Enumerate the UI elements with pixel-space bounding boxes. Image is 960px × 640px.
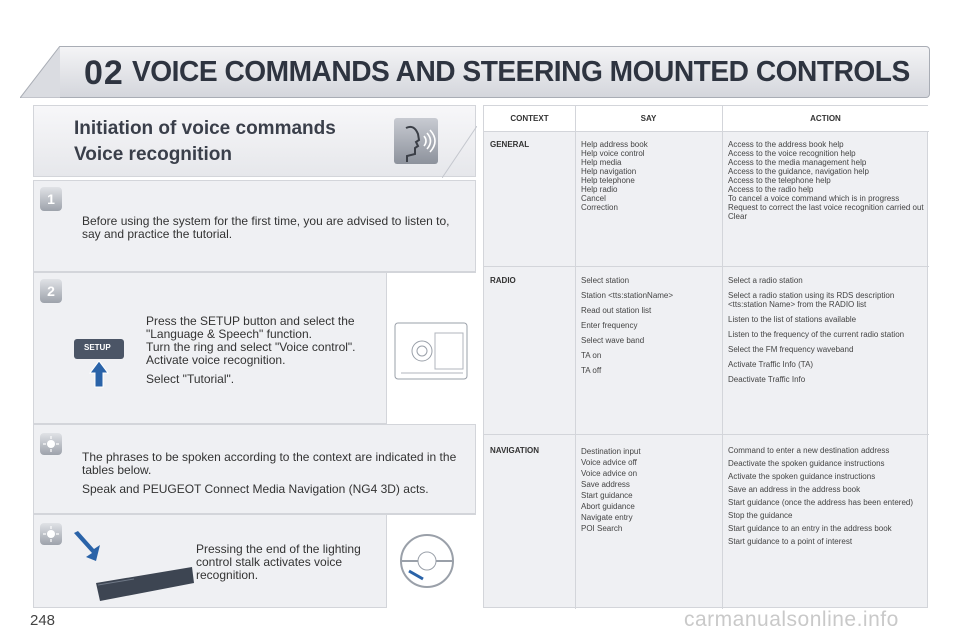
step-1-box (33, 180, 476, 272)
step-2-box (33, 272, 476, 424)
general-action-cell (728, 140, 924, 221)
radio-action-1: Select a radio station (728, 276, 803, 285)
instructions-column (33, 105, 476, 608)
navigation-say-list: Destination input Voice advice off Voice advice on Save address Start guidance Abort guidance Navigate entry POI Search (581, 447, 641, 533)
tip-2-lightbulb-icon (40, 523, 62, 545)
tip-1-box (33, 424, 476, 514)
header-context: CONTEXT (484, 106, 575, 132)
navigation-action-2: Deactivate the spoken guidance instructions (728, 459, 885, 468)
setup-button-label: SETUP (84, 343, 111, 352)
radio-action-7: Deactivate Traffic Info (728, 375, 806, 384)
step-2-text (146, 315, 384, 386)
chapter-number: 02 (84, 54, 124, 92)
voice-recognition-icon (394, 118, 438, 164)
step-2-badge: 2 (40, 279, 62, 303)
steering-wheel-illustration (386, 515, 476, 608)
navigation-action-cell (728, 446, 924, 550)
chapter-title: VOICE COMMANDS AND STEERING MOUNTED CONTROLS (132, 56, 910, 88)
table-row-context: NAVIGATION (490, 446, 540, 455)
head-unit-illustration (386, 273, 476, 424)
tip-1-text (82, 451, 467, 502)
step-1-badge: 1 (40, 187, 62, 211)
tip-1-paragraph-2: Speak and PEUGEOT Connect Media Navigation (NG4 3D) acts. (82, 482, 429, 496)
tip-1-paragraph-1: The phrases to be spoken according to the context are indicated in the tables below. (82, 450, 457, 477)
general-action-4: Access to the guidance, navigation help (728, 167, 869, 176)
navigation-action-4: Save an address in the address book (728, 485, 861, 494)
navigation-action-5: Start guidance (once the address has been entered) (728, 498, 914, 507)
heading-corner-graphic (442, 126, 477, 178)
step-2-line-4: Select "Tutorial". (146, 372, 235, 386)
radio-action-5: Select the FM frequency waveband (728, 345, 854, 354)
page-number: 248 (30, 612, 56, 629)
radio-say-4: Enter frequency (581, 321, 638, 330)
header-say: SAY (575, 106, 722, 132)
radio-say-3: Read out station list (581, 306, 652, 315)
general-action-8: Request to correct the last voice recognition carried out (728, 203, 924, 212)
navigation-action-8: Start guidance to a point of interest (728, 537, 853, 546)
general-say-list: Help address book Help voice control Help media Help navigation Help telephone Help radio Cancel Correction (581, 140, 648, 212)
section-title: Initiation of voice commands (74, 118, 336, 139)
radio-say-5: Select wave band (581, 336, 645, 345)
general-action-7: To cancel a voice command which is in progress (728, 194, 900, 203)
tip-2-box (33, 514, 476, 608)
table-row-context: GENERAL (490, 140, 530, 149)
general-action-6: Access to the radio help (728, 185, 814, 194)
voice-commands-table (483, 105, 928, 608)
radio-say-7: TA off (581, 366, 602, 375)
radio-say-cell (581, 276, 719, 381)
step-1-text: Before using the system for the first time, you are advised to listen to, say and practice the tutorial. (82, 214, 450, 241)
navigation-action-1: Command to enter a new destination address (728, 446, 890, 455)
general-action-2: Access to the voice recognition help (728, 149, 856, 158)
lighting-stalk-illustration (74, 531, 196, 603)
radio-action-4: Listen to the frequency of the current radio station (728, 330, 905, 339)
step-2-line-2: Turn the ring and select "Voice control". (146, 340, 356, 354)
step-2-line-3: Activate voice recognition. (146, 353, 286, 367)
navigation-action-3: Activate the spoken guidance instructions (728, 472, 876, 481)
radio-action-3: Listen to the list of stations available (728, 315, 857, 324)
radio-action-2: Select a radio station using its RDS description <tts:station Name> from the RADIO list (728, 291, 895, 309)
header-action: ACTION (722, 106, 929, 132)
section-subtitle: Voice recognition (74, 144, 233, 165)
table-row-context: RADIO (490, 276, 516, 285)
radio-action-6: Activate Traffic Info (TA) (728, 360, 814, 369)
general-say-cell (581, 140, 719, 212)
tip-2-text: Pressing the end of the lighting control stalk activates voice recognition. (196, 542, 361, 582)
radio-say-2: Station <tts:stationName> (581, 291, 674, 300)
navigation-say-cell (581, 446, 719, 534)
general-action-9: Clear (728, 212, 748, 221)
chapter-banner (0, 42, 960, 102)
general-action-5: Access to the telephone help (728, 176, 831, 185)
section-heading-box (33, 105, 476, 177)
radio-say-6: TA on (581, 351, 602, 360)
radio-action-cell (728, 276, 924, 390)
navigation-action-6: Stop the guidance (728, 511, 793, 520)
general-action-3: Access to the media management help (728, 158, 867, 167)
tip-1-lightbulb-icon (40, 433, 62, 455)
general-action-1: Access to the address book help (728, 140, 844, 149)
setup-button-illustration (72, 329, 132, 389)
radio-say-1: Select station (581, 276, 630, 285)
step-2-line-1: Press the SETUP button and select the "Language & Speech" function. (146, 314, 355, 341)
watermark: carmanualsonline.info (684, 608, 899, 631)
navigation-action-7: Start guidance to an entry in the address book (728, 524, 892, 533)
